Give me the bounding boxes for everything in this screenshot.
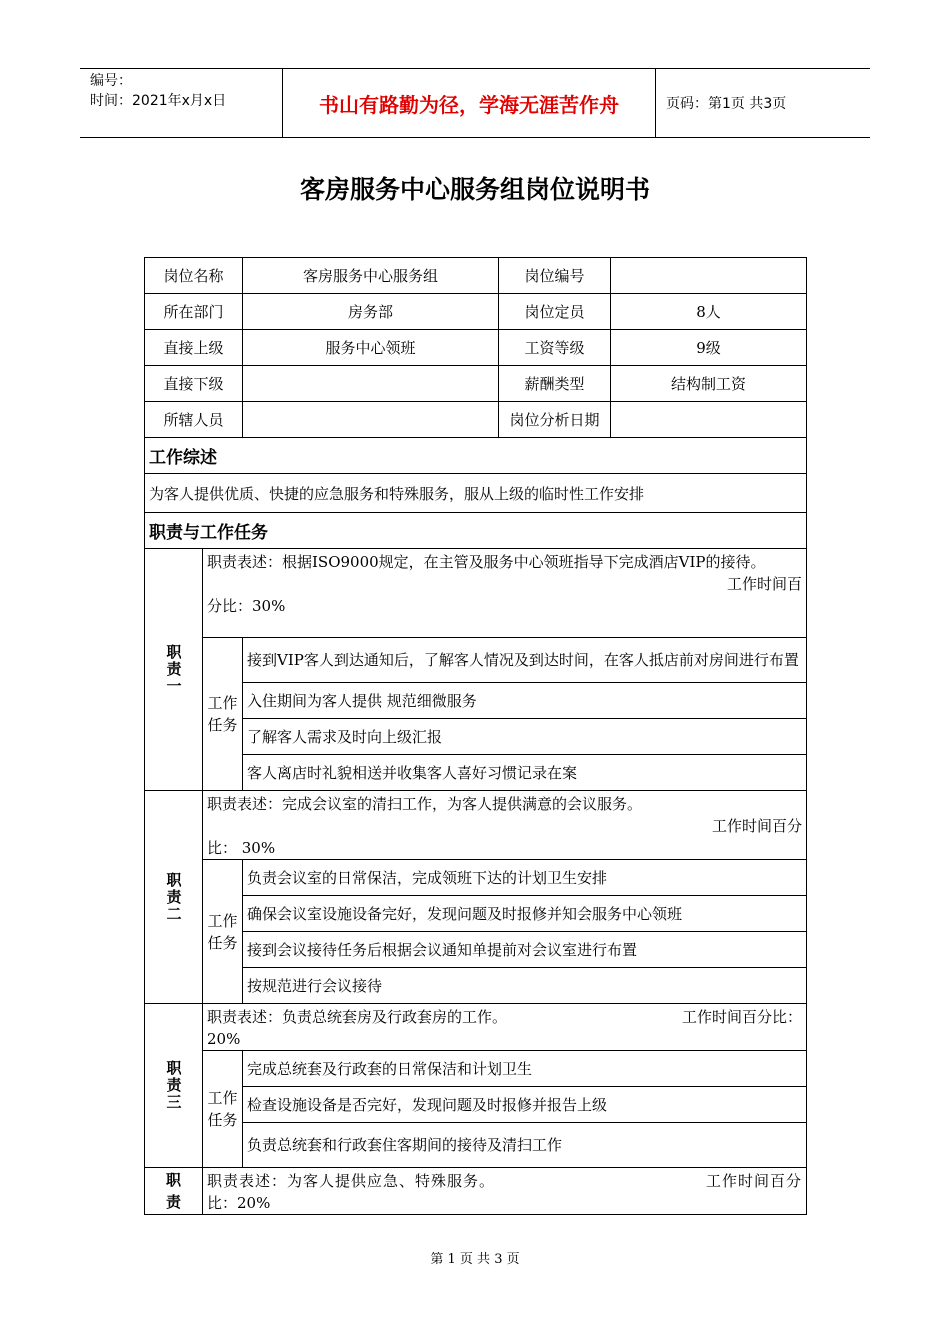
- header-motto: 书山有路勤为径，学海无涯苦作舟: [282, 69, 656, 137]
- time-percentage-label: 工作时间百分比：: [682, 1008, 803, 1026]
- task-row: [145, 932, 807, 968]
- task-item: 完成总统套及行政套的日常保洁和计划卫生: [243, 1051, 807, 1087]
- info-value: [611, 402, 807, 438]
- info-key: 岗位名称: [145, 258, 243, 294]
- task-label: 工作任务: [203, 638, 243, 791]
- duties-heading: 职责与工作任务: [145, 513, 807, 549]
- summary-heading-row: [145, 438, 807, 474]
- header-meta: [80, 69, 282, 137]
- page-header: [80, 68, 870, 138]
- info-value: [611, 258, 807, 294]
- info-key: 所辖人员: [145, 402, 243, 438]
- task-row: [145, 755, 807, 791]
- duty-description: [203, 1004, 807, 1051]
- page-footer: 第 1 页 共 3 页: [430, 1252, 520, 1267]
- task-item: 客人离店时礼貌相送并收集客人喜好习惯记录在案: [243, 755, 807, 791]
- duty-description: [203, 549, 807, 638]
- task-row: [145, 638, 807, 683]
- duty-label: 职责: [145, 1168, 203, 1215]
- task-label: 工作任务: [203, 860, 243, 1004]
- time-percentage-label: 工作时间百: [727, 575, 803, 593]
- time-percentage-value: 比：20%: [207, 1194, 271, 1212]
- info-key: 薪酬类型: [499, 366, 611, 402]
- time-percentage-value: 分比：30%: [207, 597, 286, 615]
- info-value: 服务中心领班: [243, 330, 499, 366]
- task-row: [145, 968, 807, 1004]
- duty-description-row: [145, 1168, 807, 1215]
- info-value: [243, 402, 499, 438]
- task-item: 按规范进行会议接待: [243, 968, 807, 1004]
- info-key: 直接上级: [145, 330, 243, 366]
- info-row: [145, 330, 807, 366]
- duty-label: 职责三: [145, 1004, 203, 1168]
- task-item: 确保会议室设施设备完好，发现问题及时报修并知会服务中心领班: [243, 896, 807, 932]
- duty-label: 职责二: [145, 791, 203, 1004]
- task-row: [145, 860, 807, 896]
- info-value: 9级: [611, 330, 807, 366]
- info-value: [243, 366, 499, 402]
- info-key: 岗位定员: [499, 294, 611, 330]
- info-value: 客房服务中心服务组: [243, 258, 499, 294]
- duty-statement: 职责表述：根据ISO9000规定，在主管及服务中心领班指导下完成酒店VIP的接待。: [207, 553, 766, 571]
- info-row: [145, 294, 807, 330]
- duty-description-row: [145, 1004, 807, 1051]
- task-row: [145, 896, 807, 932]
- task-label: 工作任务: [203, 1051, 243, 1168]
- duties-heading-row: [145, 513, 807, 549]
- job-description-table: [144, 257, 807, 1215]
- task-item: 入住期间为客人提供 规范细微服务: [243, 683, 807, 719]
- info-row: [145, 402, 807, 438]
- time-percentage-value: 20%: [207, 1030, 241, 1048]
- duty-statement: 职责表述：负责总统套房及行政套房的工作。: [207, 1008, 508, 1026]
- info-row: [145, 366, 807, 402]
- summary-text: 为客人提供优质、快捷的应急服务和特殊服务，服从上级的临时性工作安排: [145, 474, 807, 513]
- info-value: 8人: [611, 294, 807, 330]
- info-key: 所在部门: [145, 294, 243, 330]
- task-row: [145, 1051, 807, 1087]
- info-key: 岗位分析日期: [499, 402, 611, 438]
- task-item: 检查设施设备是否完好，发现问题及时报修并报告上级: [243, 1087, 807, 1123]
- time-percentage-value: 比： 30%: [207, 839, 276, 857]
- info-key: 直接下级: [145, 366, 243, 402]
- header-page-number: 页码：第1页 共3页: [666, 96, 787, 112]
- document-time-label: 时间：2021年x月x日: [90, 93, 227, 109]
- task-row: [145, 1123, 807, 1168]
- task-row: [145, 683, 807, 719]
- duty-statement: 职责表述：为客人提供应急、特殊服务。: [207, 1172, 496, 1190]
- duty-statement: 职责表述：完成会议室的清扫工作，为客人提供满意的会议服务。: [207, 795, 643, 813]
- info-value: 结构制工资: [611, 366, 807, 402]
- summary-heading: 工作综述: [145, 438, 807, 474]
- task-item: 负责总统套和行政套住客期间的接待及清扫工作: [243, 1123, 807, 1168]
- task-item: 接到VIP客人到达通知后，了解客人情况及到达时间，在客人抵店前对房间进行布置: [243, 638, 807, 683]
- info-key: 岗位编号: [499, 258, 611, 294]
- page-title: 客房服务中心服务组岗位说明书: [299, 175, 650, 204]
- duty-description: [203, 1168, 807, 1215]
- task-item: 接到会议接待任务后根据会议通知单提前对会议室进行布置: [243, 932, 807, 968]
- time-percentage-label: 工作时间百分: [712, 817, 803, 835]
- task-row: [145, 1087, 807, 1123]
- info-value: 房务部: [243, 294, 499, 330]
- info-key: 工资等级: [499, 330, 611, 366]
- duty-description-row: [145, 791, 807, 860]
- time-percentage-label: 工作时间百分: [706, 1172, 803, 1190]
- duty-description-row: [145, 549, 807, 638]
- document-number-label: 编号：: [90, 73, 132, 89]
- task-item: 负责会议室的日常保洁，完成领班下达的计划卫生安排: [243, 860, 807, 896]
- summary-row: [145, 474, 807, 513]
- duty-label: 职责一: [145, 549, 203, 791]
- task-row: [145, 719, 807, 755]
- duty-description: [203, 791, 807, 860]
- task-item: 了解客人需求及时向上级汇报: [243, 719, 807, 755]
- info-row: [145, 258, 807, 294]
